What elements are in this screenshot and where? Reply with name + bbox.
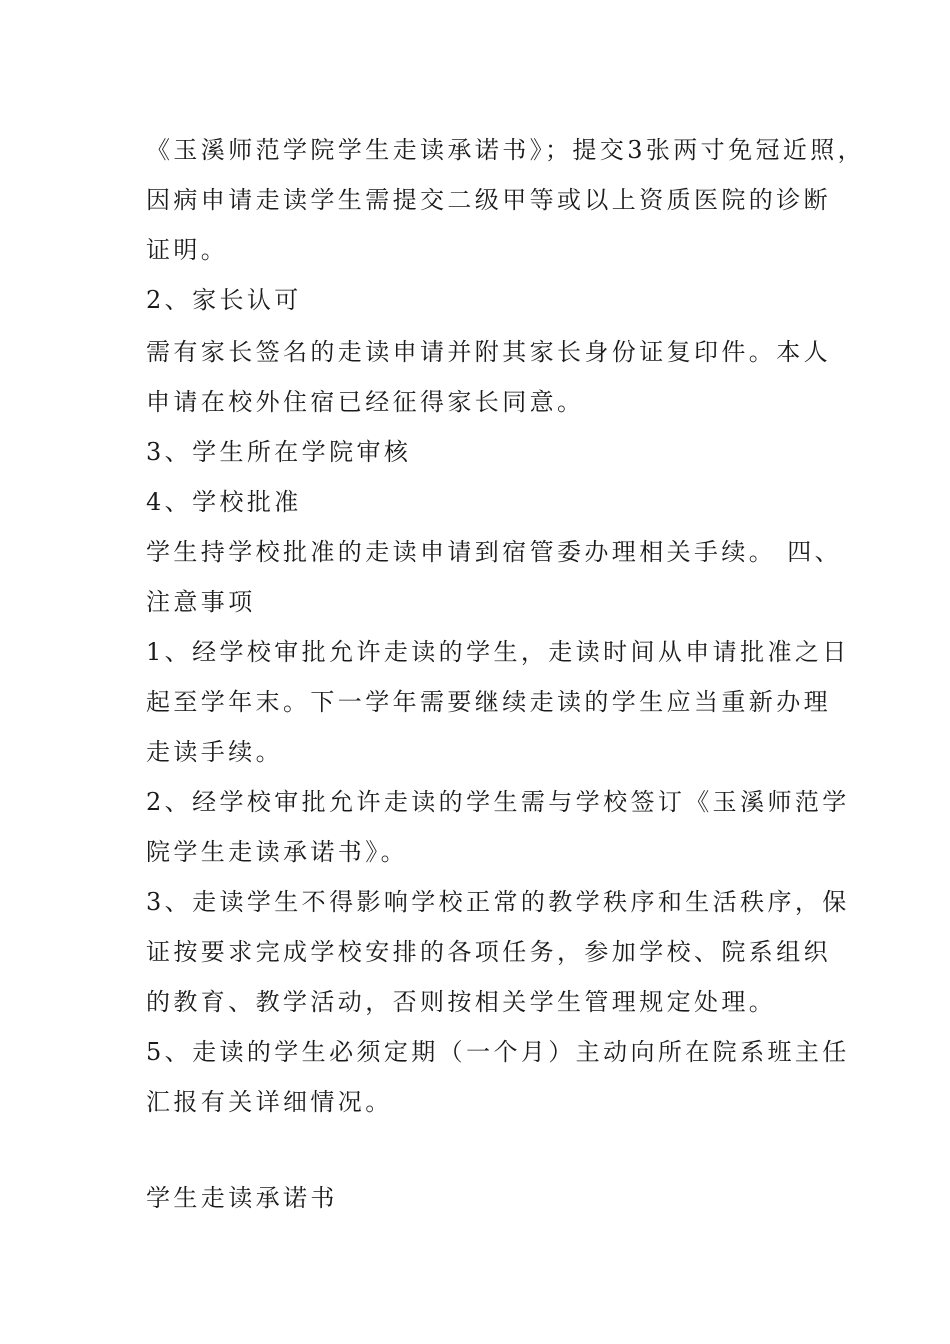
body-text-line: 申请在校外住宿已经征得家长同意。 (146, 388, 585, 416)
body-text-line: 《玉溪师范学院学生走读承诺书》；提交3张两寸免冠近照， (146, 136, 866, 164)
body-text-line: 5、走读的学生必须定期（一个月）主动向所在院系班主任 (146, 1038, 850, 1066)
body-text-line: 需有家长签名的走读申请并附其家长身份证复印件。本人 (146, 338, 831, 366)
body-text-line: 起至学年末。下一学年需要继续走读的学生应当重新办理 (146, 688, 831, 716)
body-text-line: 走读手续。 (146, 738, 283, 766)
body-text-line: 证按要求完成学校安排的各项任务，参加学校、院系组织 (146, 938, 831, 966)
body-text-line: 汇报有关详细情况。 (146, 1088, 393, 1116)
list-item-heading: 2、家长认可 (146, 286, 302, 314)
body-text-line: 学生持学校批准的走读申请到宿管委办理相关手续。 四、 (146, 538, 843, 566)
body-text-line: 2、经学校审批允许走读的学生需与学校签订《玉溪师范学 (146, 788, 850, 816)
section-title: 学生走读承诺书 (146, 1184, 338, 1212)
body-text-line: 的教育、教学活动，否则按相关学生管理规定处理。 (146, 988, 777, 1016)
body-text-line: 院学生走读承诺书》。 (146, 838, 408, 866)
list-item-heading: 4、学校批准 (146, 488, 302, 516)
body-text-line: 3、走读学生不得影响学校正常的教学秩序和生活秩序，保 (146, 888, 850, 916)
body-text-line: 1、经学校审批允许走读的学生，走读时间从申请批准之日 (146, 638, 850, 666)
body-text-line: 因病申请走读学生需提交二级甲等或以上资质医院的诊断 (146, 186, 831, 214)
list-item-heading: 3、学生所在学院审核 (146, 438, 412, 466)
section-heading: 注意事项 (146, 588, 256, 616)
body-text-line: 证明。 (146, 236, 229, 264)
